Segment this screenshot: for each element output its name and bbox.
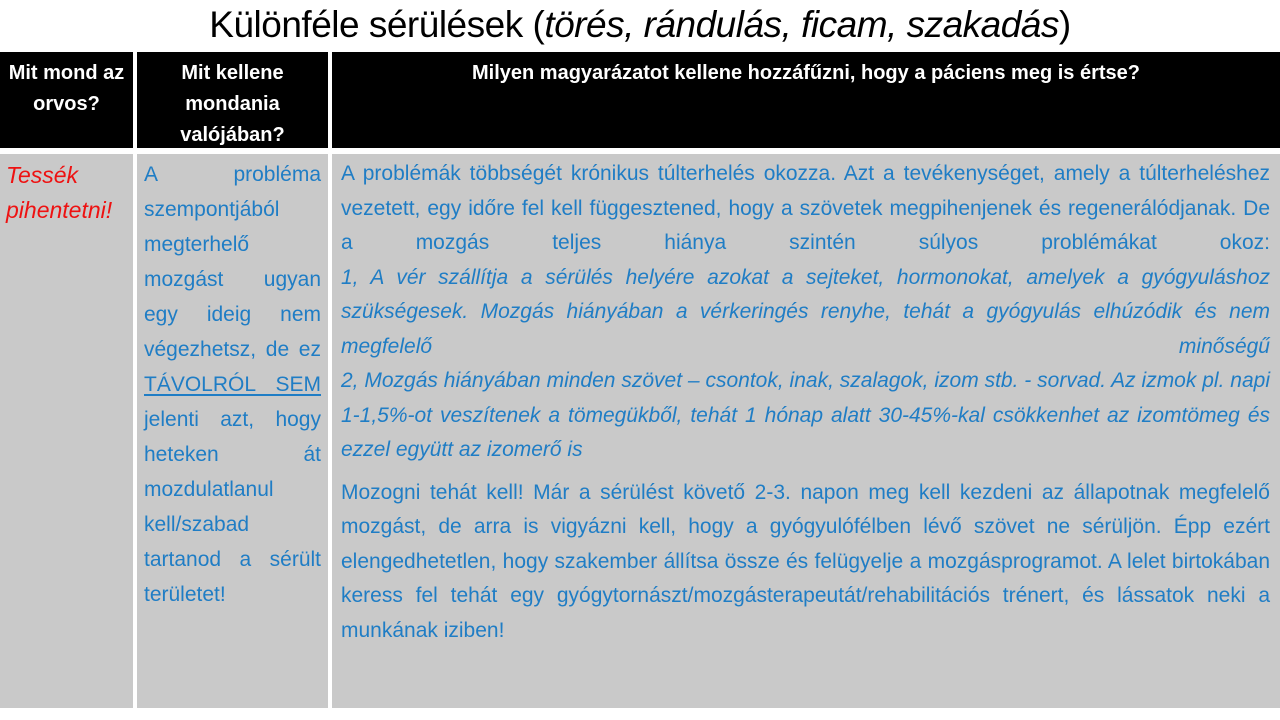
explanation-paragraph-4 xyxy=(341,476,1270,649)
should-say-text-pre: A probléma szempontjából megterhelő mozgást ugyan egy ideig nem végezhetsz, de ez xyxy=(144,163,321,361)
explanation-paragraph-2: 1, A vér szállítja a sérülés helyére azokat a sejteket, hormonokat, amelyek a gyógyuláshoz szükségesek. Mozgás hiányában a vérkeringés renyhe, tehát a gyógyulás elhúzódik és nem megfelelő minőségű xyxy=(341,265,1270,358)
explanation-paragraph-4-pre: Mozogni tehát kell! Már a sérülést követő 2-3. napon meg kell kezdeni az állapotnak megfelelő mozgást, de arra is vigyázni kell, hogy a gyógyulófélben lévő szövet ne sérüljön. Épp ezért elengedhetetlen, hogy szakember állítsa össze és felügyelje a mozgásprogramot. A lelet birtokában keress fel tehát egy xyxy=(341,480,1270,607)
explanation-paragraph-4-post: trénert, és lássatok neki a munkának iziben! xyxy=(341,584,1270,642)
injuries-table xyxy=(0,52,1280,708)
cell-doctor-says: Tessék pihentetni! xyxy=(0,154,133,708)
page-title-italic: törés, rándulás, ficam, szakadás xyxy=(544,4,1059,45)
header-cell-explanation: Milyen magyarázatot kellene hozzáfűzni, hogy a páciens meg is értse? xyxy=(332,52,1280,148)
should-say-text-underlined: TÁVOLRÓL SEM xyxy=(144,373,321,396)
header-cell-should-say: Mit kellene mondania valójában? xyxy=(137,52,328,148)
page-title-prefix: Különféle sérülések ( xyxy=(209,4,545,45)
header-cell-doctor-says: Mit mond az orvos? xyxy=(0,52,133,148)
page-title xyxy=(0,0,1280,52)
explanation-paragraph-1: A problémák többségét krónikus túlterhelés okozza. Azt a tevékenységet, amely a túlterheléshez vezetett, egy időre fel kell függesztened, hogy a szövetek megpihenjenek és regenerálódjanak. De a mozgás teljes hiánya szintén súlyos problémákat okoz: xyxy=(341,162,1270,254)
should-say-text-post: jelenti azt, hogy heteken át mozdulatlanul kell/szabad tartanod a sérült területet! xyxy=(144,408,321,606)
cell-should-say xyxy=(137,154,328,708)
explanation-paragraph-3: 2, Mozgás hiányában minden szövet – csontok, inak, szalagok, izom stb. - sorvad. Az izmok pl. napi 1-1,5%-ot veszítenek a tömegükből, tehát 1 hónap alatt 30-45%-kal csökkenhet az izomtömeg és ezzel együtt az izomerő is xyxy=(341,369,1270,461)
explanation-paragraph-4-specialists: gyógytornászt/mozgásterapeutát/rehabilitációs xyxy=(556,584,990,607)
cell-explanation xyxy=(332,154,1280,708)
page-title-suffix: ) xyxy=(1058,4,1071,45)
